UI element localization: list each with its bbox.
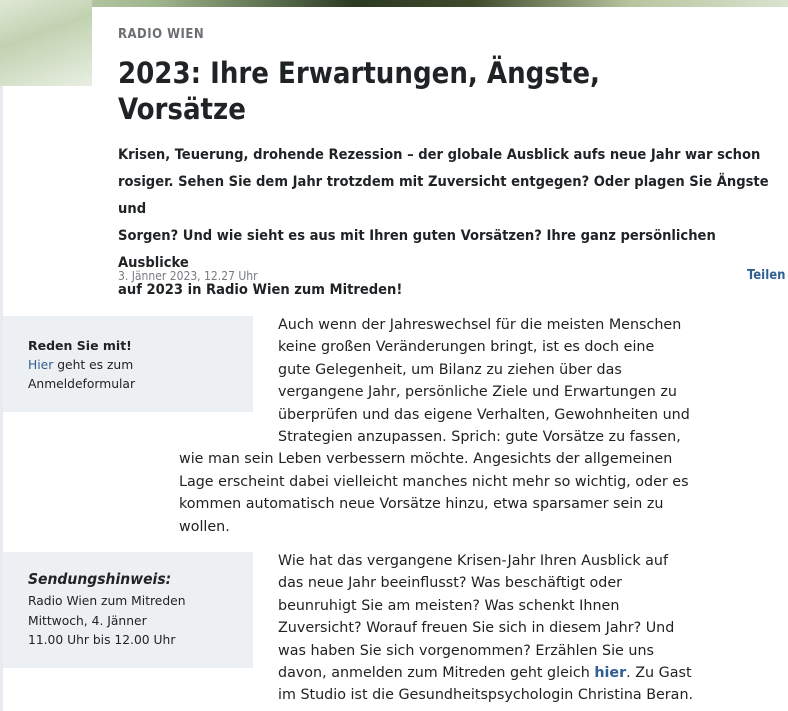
- talk-box-heading: Reden Sie mit!: [28, 338, 132, 353]
- share-button[interactable]: Teilen: [747, 268, 786, 283]
- paragraph-line: wie man sein Leben verbessern möchte. Angesichts der allgemeinen: [179, 451, 673, 468]
- article-paragraph-2: [179, 550, 693, 707]
- section-kicker: RADIO WIEN: [118, 27, 205, 42]
- lead-line: Sorgen? Und wie sieht es aus mit Ihren guten Vorsätzen? Ihre ganz persönlichen Ausblicke: [118, 227, 716, 271]
- paragraph-line: Lage erscheint dabei vielleicht manches nicht mehr so wichtig, oder es: [179, 473, 689, 490]
- hero-image-strip: [0, 0, 788, 7]
- broadcast-box-heading: Sendungshinweis:: [28, 570, 172, 588]
- paragraph-line: was haben Sie sich vorgenommen? Erzählen Sie uns: [278, 642, 654, 659]
- paragraph-text: . Zu Gast: [626, 664, 692, 681]
- hero-image-corner: [0, 0, 92, 86]
- paragraph-line: überprüfen und das eigene Verhalten, Gewohnheiten und: [278, 406, 690, 423]
- talk-box-text: geht es zum: [53, 357, 134, 372]
- paragraph-line: das neue Jahr beeinflusst? Was beschäftigt oder: [278, 575, 623, 592]
- article-paragraph-1: [179, 314, 690, 538]
- broadcast-time: 11.00 Uhr bis 12.00 Uhr: [28, 633, 176, 647]
- paragraph-line: Wie hat das vergangene Krisen-Jahr Ihren Ausblick auf: [278, 553, 669, 569]
- paragraph-line: gute Gelegenheit, um Bilanz zu ziehen über das: [278, 361, 622, 378]
- paragraph-line: Strategien anzupassen. Sprich: gute Vorsätze zu fassen,: [278, 428, 681, 445]
- paragraph-line: [179, 662, 693, 684]
- paragraph-line: keine großen Veränderungen bringt, ist es doch eine: [278, 339, 655, 356]
- broadcast-show-name: Radio Wien zum Mitreden: [28, 594, 186, 608]
- lead-line: rosiger. Sehen Sie dem Jahr trotzdem mit Zuversicht entgegen? Oder plagen Sie Ängste und: [118, 173, 769, 217]
- paragraph-line: beunruhigt Sie am meisten? Was schenkt Ihnen: [278, 597, 620, 614]
- lead-line: auf 2023 in Radio Wien zum Mitreden!: [118, 281, 403, 298]
- registration-inline-link[interactable]: hier: [594, 664, 627, 681]
- paragraph-text: davon, anmelden zum Mitreden geht gleich: [278, 664, 595, 681]
- article-title: [118, 55, 758, 127]
- paragraph-line: im Studio ist die Gesundheitspsychologin Christina Beran.: [278, 687, 694, 704]
- talk-box-line: Anmeldeformular: [28, 377, 136, 391]
- lead-line: Krisen, Teuerung, drohende Rezession – der globale Ausblick aufs neue Jahr war schon: [118, 146, 761, 163]
- paragraph-line: kommen automatisch neue Vorsätze hinzu, etwa sparsamer sein zu: [179, 496, 664, 513]
- paragraph-line: Zuversicht? Worauf freuen Sie sich in diesem Jahr? Und: [278, 620, 675, 637]
- publish-date: 3. Jänner 2023, 12.27 Uhr: [118, 269, 258, 283]
- title-line: Vorsätze: [118, 92, 246, 126]
- paragraph-line: wollen.: [179, 518, 230, 535]
- registration-link[interactable]: Hier: [28, 357, 54, 372]
- paragraph-line: Auch wenn der Jahreswechsel für die meisten Menschen: [278, 317, 682, 333]
- paragraph-line: vergangene Jahr, persönliche Ziele und Erwartungen zu: [278, 384, 677, 401]
- broadcast-date: Mittwoch, 4. Jänner: [28, 613, 147, 628]
- title-line: 2023: Ihre Erwartungen, Ängste,: [118, 56, 600, 90]
